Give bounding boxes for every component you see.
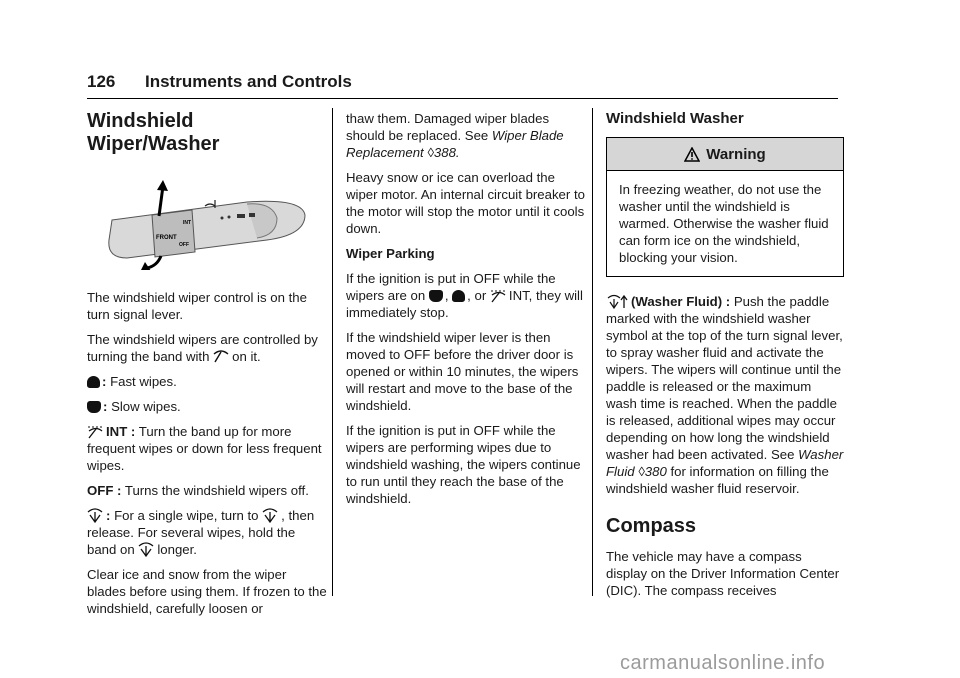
heavy-snow-paragraph: Heavy snow or ice can overload the wiper motor. An internal circuit breaker to the motor will stop the motor until it cools down. <box>346 170 585 236</box>
warning-box <box>606 137 844 277</box>
warning-triangle-icon <box>684 147 700 162</box>
fast-wipes-item: : Fast wipes. <box>87 373 327 390</box>
page-header <box>87 72 838 99</box>
wiper-blade-replacement-link[interactable]: Wiper Blade Replacement <box>346 128 564 160</box>
clear-ice-paragraph: Clear ice and snow from the wiper blades before using them. If frozen to the windshield, carefully loosen or <box>87 567 327 616</box>
slow-wipe-icon <box>87 401 101 413</box>
column-3 <box>606 110 844 607</box>
wiper-parking-subheading: Wiper Parking <box>346 246 435 261</box>
washer-fluid-paragraph: (Washer Fluid) : Push the paddle marked with the windshield washer symbol at the top of the turn signal lever, to spray washer fluid and activate the wipers. The wipers will continue until the paddle is released or the maximum wash time is reached. When the paddle is released, additional wipes may occur depending on how long the windshield washer had been activated. See Washer Fluid ◊380 for information on filling the windshield washer fluid reservoir. <box>606 294 844 496</box>
page-ref-380[interactable]: 380 <box>644 464 667 479</box>
column-divider-2 <box>592 108 593 596</box>
wiper-lever-illustration <box>97 180 307 270</box>
thaw-paragraph: thaw them. Damaged wiper blades should be replaced. See Wiper Blade Replacement ◊388. <box>346 111 564 160</box>
warning-text: In freezing weather, do not use the washer until the windshield is warmed. Otherwise the washer fluid can form ice on the windshield, blocking your vision. <box>619 182 829 265</box>
intermittent-wipe-icon-2 <box>490 289 506 303</box>
slow-wipes-item: : Slow wipes. <box>87 398 327 415</box>
mist-wipe-icon-inline <box>262 508 278 523</box>
wiper-symbol-icon <box>213 350 229 364</box>
mist-wipe-icon <box>87 508 103 523</box>
column-divider-1 <box>332 108 333 596</box>
column-1 <box>87 110 327 625</box>
section-heading-washer: Windshield Washer <box>606 110 744 127</box>
fast-wipe-icon-2 <box>452 290 465 302</box>
warning-header <box>607 138 843 171</box>
label-front: FRONT <box>156 235 177 241</box>
washer-fluid-link[interactable]: Washer Fluid <box>606 447 844 479</box>
lever-off-paragraph: If the windshield wiper lever is then moved to OFF before the driver door is opened or within 10 minutes, the wipers will restart and move to the base of the windshield. <box>346 330 579 413</box>
slow-wipe-icon-2 <box>429 290 443 302</box>
label-off: OFF <box>179 242 189 248</box>
watermark: carmanualsonline.info <box>620 652 826 674</box>
compass-paragraph: The vehicle may have a compass display on the Driver Information Center (DIC). The compass receives <box>606 549 840 598</box>
fast-wipe-icon <box>87 376 100 388</box>
washing-paragraph: If the ignition is put in OFF while the wipers are performing wipes due to windshield washing, the wipers continue to run until they reach the base of the windshield. <box>346 423 581 506</box>
section-title: Instruments and Controls <box>145 72 352 91</box>
int-item: INT : Turn the band up for more frequent wipes or down for less frequent wipes. <box>87 424 322 473</box>
wiper-intro: The windshield wiper control is on the turn signal lever. <box>87 290 307 322</box>
page-ref-388[interactable]: 388 <box>433 145 456 160</box>
mist-wipe-icon-hold <box>138 542 154 557</box>
washer-fluid-icon <box>606 294 628 309</box>
column-2 <box>346 110 586 515</box>
section-heading-compass: Compass <box>606 515 697 537</box>
off-item: OFF : Turns the windshield wipers off. <box>87 483 309 498</box>
wiper-band-paragraph: The windshield wipers are controlled by turning the band with on it. <box>87 332 318 364</box>
intermittent-wipe-icon <box>87 425 103 439</box>
warning-title: Warning <box>706 145 766 163</box>
page-number: 126 <box>87 72 116 91</box>
label-int: INT <box>183 220 192 226</box>
single-wipe-item: : For a single wipe, turn to , then release. For several wipes, hold the band on longer. <box>87 508 315 557</box>
section-heading-wiper-washer: Windshield Wiper/Washer <box>87 110 220 155</box>
ignition-off-paragraph: If the ignition is put in OFF while the wipers are on , , or INT, they will immediately stop. <box>346 271 583 320</box>
